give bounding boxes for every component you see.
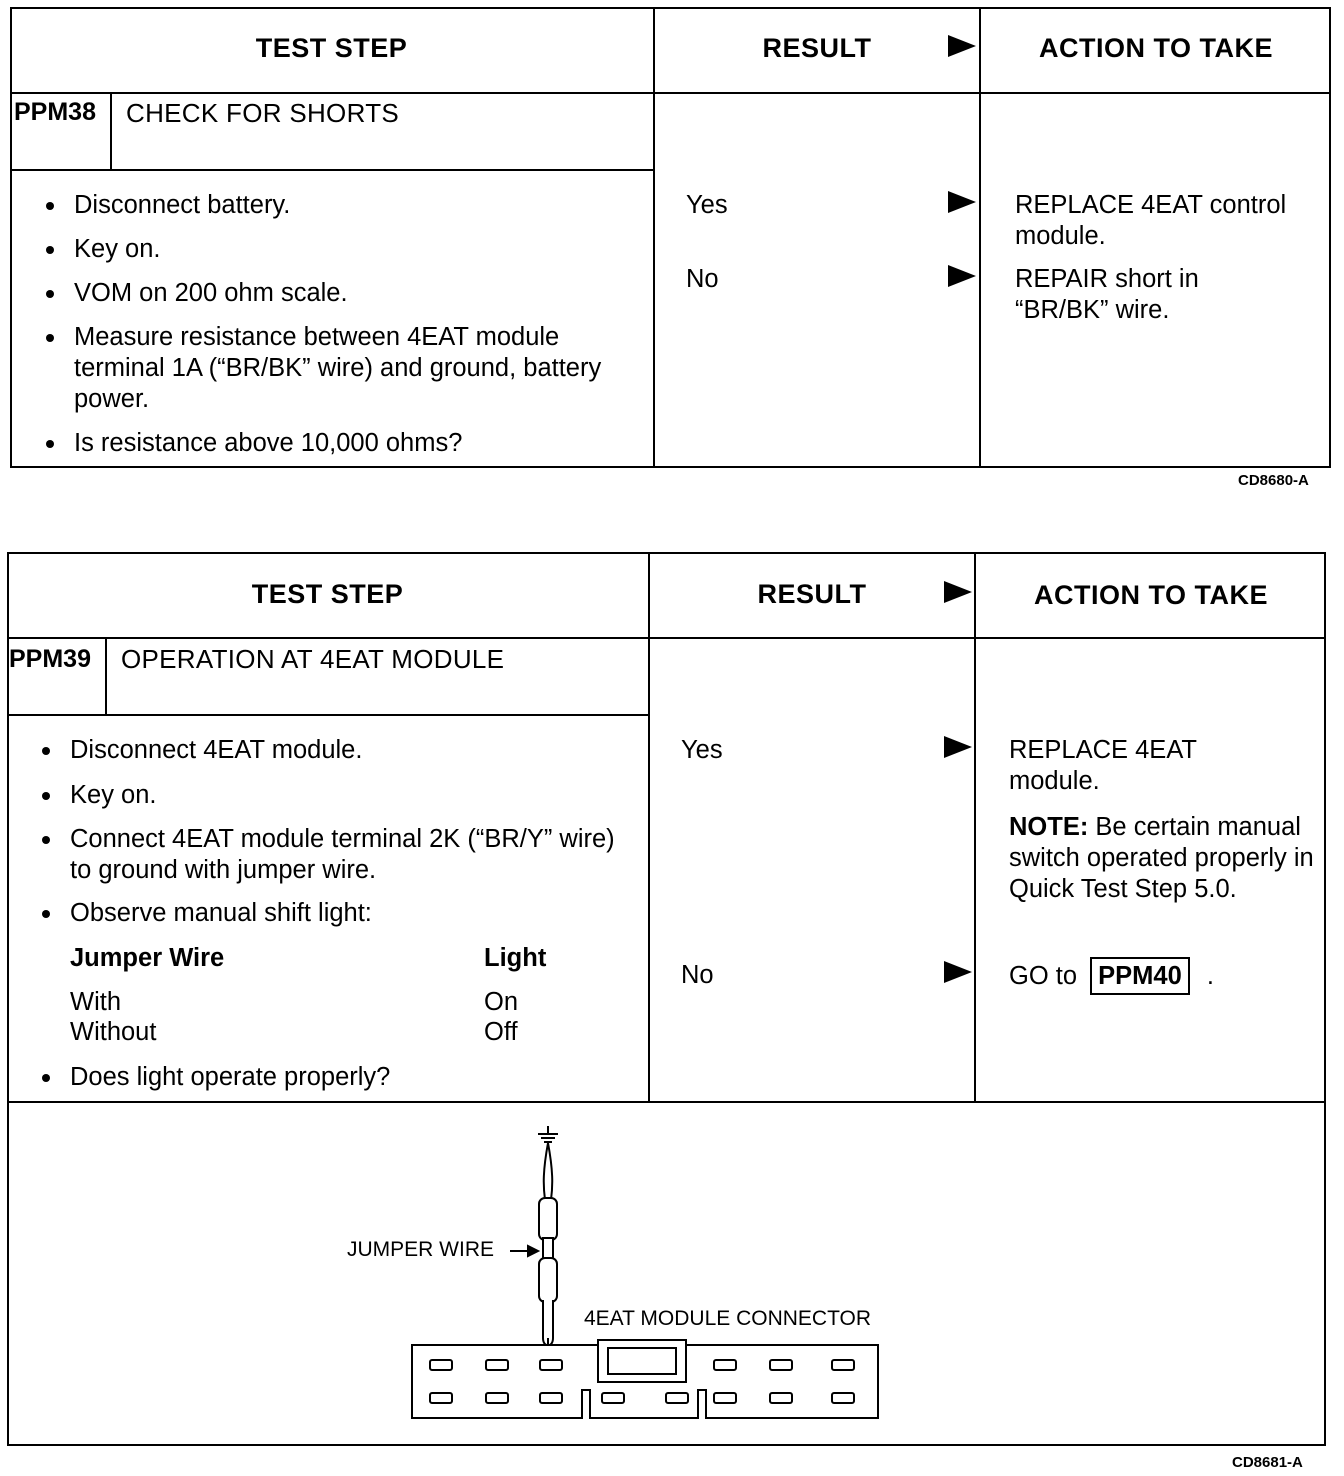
step-bullet: Measure resistance between 4EAT module terminal 1A (“BR/BK” wire) and ground, battery power. [74,322,634,415]
result-no: No [681,961,714,989]
step-bullet: Key on. [74,234,634,265]
step-id: PPM39 [9,645,91,673]
step-bullet: Disconnect 4EAT module. [70,735,630,766]
arrow-icon [948,191,976,213]
step-title-divider [7,714,650,716]
connector-label: 4EAT MODULE CONNECTOR [584,1307,872,1330]
action-note [1009,812,1314,905]
header-test-step: TEST STEP [255,33,408,63]
column-divider [648,552,650,1102]
step-title: OPERATION AT 4EAT MODULE [121,644,505,674]
light-table-light: Off [484,1018,518,1046]
action-no: REPAIR short in “BR/BK” wire. [1015,265,1199,324]
figure-id: CD8681-A [1232,1454,1303,1471]
action-suffix: . [1206,962,1214,990]
note-label: NOTE: [1009,813,1089,841]
header-divider [10,92,1331,94]
action-no [1009,957,1319,995]
step-bullet: VOM on 200 ohm scale. [74,278,634,309]
action-yes: REPLACE 4EAT module. [1009,736,1197,795]
step-bullet: Is resistance above 10,000 ohms? [74,428,634,459]
result-yes: Yes [681,736,723,764]
step-title-divider [10,169,655,171]
step-title: CHECK FOR SHORTS [126,98,400,128]
step-bullet: Key on. [70,780,630,811]
arrow-icon [944,961,972,983]
step-bullet: Observe manual shift light: [70,898,630,929]
action-yes: REPLACE 4EAT control module. [1015,191,1287,250]
note-text: Be certain manual switch operated properly in Quick Test Step 5.0. [1009,813,1314,903]
header-result: RESULT [757,579,867,609]
header-divider [7,637,1326,639]
column-divider [974,552,976,1102]
arrow-icon [944,736,972,758]
header-action: ACTION TO TAKE [1039,33,1273,63]
arrow-icon [948,35,976,57]
diagram-divider [7,1101,1326,1103]
step-id-divider [105,637,107,715]
light-table-light: On [484,988,519,1016]
step-bullet: Disconnect battery. [74,190,634,221]
step-reference-ppm40[interactable]: PPM40 [1090,957,1190,995]
result-yes: Yes [686,191,728,219]
light-table-header-light: Light [484,944,547,972]
step-id-divider [110,92,112,170]
light-table-header-jumper: Jumper Wire [70,944,225,972]
header-test-step: TEST STEP [251,579,404,609]
arrow-icon [948,265,976,287]
result-no: No [686,265,719,293]
header-result: RESULT [762,33,872,63]
column-divider [979,7,981,468]
light-table-jumper: With [70,988,121,1016]
figure-id: CD8680-A [1238,472,1309,489]
light-table-jumper: Without [70,1018,157,1046]
column-divider [653,7,655,468]
step-bullet: Connect 4EAT module terminal 2K (“BR/Y” wire) to ground with jumper wire. [70,824,630,886]
step-bullet: Does light operate properly? [70,1062,630,1093]
arrow-icon [944,581,972,603]
step-id: PPM38 [14,98,96,126]
action-prefix: GO to [1009,962,1078,990]
header-action: ACTION TO TAKE [1034,580,1268,610]
jumper-wire-label: JUMPER WIRE [347,1238,494,1261]
